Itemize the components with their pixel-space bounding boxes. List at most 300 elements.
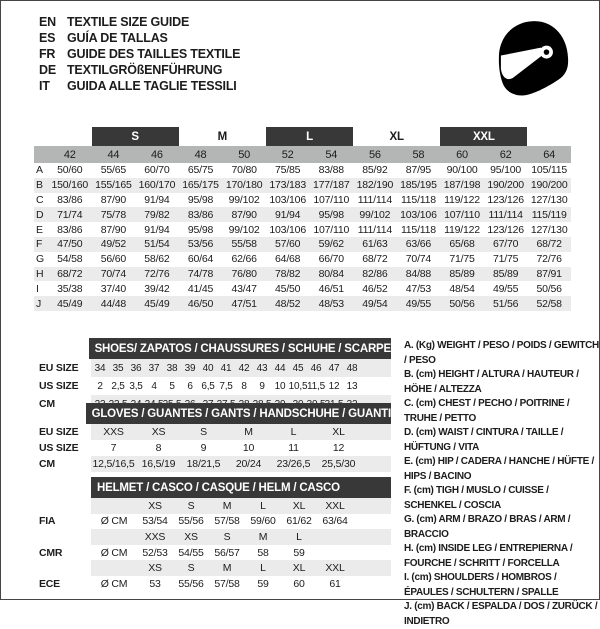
helmet-table-title: HELMET / CASCO / CASQUE / HELM / CASCO <box>91 477 391 498</box>
lang-code: EN <box>39 15 56 29</box>
size-value: 48/52 <box>275 297 301 310</box>
size-value: 75/78 <box>100 208 126 221</box>
size-value: 83/86 <box>57 193 83 206</box>
row-label: G <box>36 253 44 266</box>
size-value: 60/70 <box>144 164 170 177</box>
size-band-m: M <box>217 130 228 143</box>
lang-code: ES <box>39 31 56 45</box>
value: 46 <box>310 362 322 374</box>
value: 54/55 <box>178 546 204 559</box>
legend-item: J. (cm) BACK / ESPALDA / DOS / ZURÜCK / INDIETRO <box>404 601 598 627</box>
cells <box>91 529 391 545</box>
column-header-54: 54 <box>325 148 338 161</box>
size-value: 85/89 <box>492 267 519 280</box>
size-value: 107/110 <box>313 193 350 206</box>
size-value: 119/122 <box>444 193 480 206</box>
size-label: S <box>187 499 195 512</box>
size-value: 70/80 <box>231 164 257 177</box>
column-header-50: 50 <box>238 148 251 161</box>
helmet-values-row-fia <box>39 514 391 530</box>
size-value: 45/49 <box>57 297 83 310</box>
size-value: 62/66 <box>231 253 257 266</box>
size-band-xxl: XXL <box>440 127 527 146</box>
cells <box>91 359 391 377</box>
gloves-table-row-cm <box>39 456 391 472</box>
size-label: XS <box>184 530 198 543</box>
value: 25,5/30 <box>321 458 356 470</box>
size-value: 91/94 <box>144 223 170 236</box>
size-row-d <box>34 207 571 222</box>
row-label: CM <box>39 398 55 410</box>
size-value: 47/51 <box>231 297 257 310</box>
label-spacer <box>39 477 91 498</box>
cells <box>91 424 391 440</box>
size-value: 63/66 <box>405 238 432 251</box>
helmet-sizes-row-cmr <box>39 529 391 545</box>
size-label: M <box>222 499 232 512</box>
legend-item: A. (Kg) WEIGHT / PESO / POIDS / GEWITCH / PESO <box>404 340 599 366</box>
lang-code: FR <box>39 47 56 61</box>
size-value: 76/80 <box>231 267 257 280</box>
value: 38 <box>166 362 178 374</box>
column-header-58: 58 <box>412 148 425 161</box>
value: 8 <box>155 442 162 454</box>
size-label: XS <box>148 499 162 512</box>
size-value: 105/115 <box>531 164 568 177</box>
size-value: 45/50 <box>275 282 301 295</box>
size-value: 68/72 <box>362 253 388 266</box>
size-value: 80/84 <box>318 267 344 280</box>
row-label: E <box>36 223 43 236</box>
size-value: 95/98 <box>187 193 214 206</box>
column-header-44: 44 <box>107 148 120 161</box>
size-value: 123/126 <box>487 223 524 236</box>
size-value: 49/55 <box>492 282 519 295</box>
lang-title: GUIDE DES TAILLES TEXTILE <box>67 47 241 61</box>
lang-code: DE <box>39 63 56 77</box>
legend-item: F. (cm) TIGH / MUSLO / CUISSE / SCHENKEL / COSCIA <box>404 485 549 511</box>
size-label: L <box>260 562 266 575</box>
size-value: 90/100 <box>446 164 478 177</box>
row-label: CM <box>39 458 55 470</box>
value: 39 <box>184 362 196 374</box>
legend-item: C. (cm) CHEST / PECHO / POITRINE / TRUHE / PETTO <box>404 398 570 424</box>
main-size-table <box>34 127 571 311</box>
value: 58 <box>257 546 269 559</box>
size-value: 64/68 <box>275 253 301 266</box>
row-label: I <box>36 282 39 295</box>
helmet-sizes-row-fia <box>39 498 391 514</box>
shoes-table-title-row <box>39 338 391 359</box>
size-value: 177/187 <box>313 179 350 192</box>
size-value: 127/130 <box>530 223 568 236</box>
size-value: 59/62 <box>318 238 344 251</box>
size-value: 123/126 <box>487 193 524 206</box>
size-value: 68/72 <box>57 267 83 280</box>
value: XXS <box>103 426 124 438</box>
helmet-table-title-row <box>39 477 391 498</box>
measurement-legend <box>404 339 600 629</box>
size-value: 54/58 <box>57 253 83 266</box>
lang-title: GUIDA ALLE TAGLIE TESSILI <box>67 79 237 93</box>
gloves-table-row-us-size <box>39 440 391 456</box>
label-spacer <box>39 498 91 514</box>
size-row-h <box>34 267 571 282</box>
row-label: US SIZE <box>39 442 79 454</box>
value: 61 <box>329 577 341 590</box>
size-value: 127/130 <box>530 193 568 206</box>
value: 5 <box>169 380 175 392</box>
value: 20/24 <box>235 458 262 470</box>
value: 53/54 <box>142 515 168 528</box>
value: 45 <box>292 362 304 374</box>
size-value: 55/58 <box>231 238 257 251</box>
value: XS <box>151 426 166 438</box>
cells <box>91 498 391 514</box>
size-value: 82/86 <box>362 267 388 280</box>
size-value: 155/165 <box>95 179 132 192</box>
value: 6 <box>187 380 193 392</box>
size-value: 85/89 <box>449 267 475 280</box>
size-value: 99/102 <box>359 208 391 221</box>
size-value: 49/55 <box>405 297 432 310</box>
shoes-table-row-eu-size <box>39 359 391 377</box>
size-value: 60/64 <box>187 253 214 266</box>
size-value: 72/76 <box>536 253 562 266</box>
size-value: 78/82 <box>275 267 301 280</box>
value: 7,5 <box>219 380 233 392</box>
lang-line-de <box>39 62 240 78</box>
lang-line-es <box>39 30 240 46</box>
size-value: 47/50 <box>57 238 83 251</box>
size-label: L <box>296 530 302 543</box>
size-value: 115/119 <box>531 208 567 221</box>
column-header-52: 52 <box>281 148 294 161</box>
size-value: 50/60 <box>57 164 83 177</box>
size-value: 87/90 <box>100 193 126 206</box>
size-value: 65/68 <box>449 238 475 251</box>
label-spacer <box>39 403 86 424</box>
value: 60 <box>293 577 305 590</box>
row-label-spacer <box>34 146 48 163</box>
size-label: XXS <box>144 530 166 543</box>
size-label: L <box>260 499 266 512</box>
size-value: 84/88 <box>405 267 432 280</box>
size-value: 51/54 <box>144 238 170 251</box>
size-value: 111/114 <box>488 208 523 221</box>
value: 52/53 <box>142 546 168 559</box>
size-value: 61/63 <box>362 238 388 251</box>
size-value: 91/94 <box>144 193 170 206</box>
size-value: 91/94 <box>275 208 301 221</box>
shoes-table-title: SHOES/ ZAPATOS / CHAUSSURES / SCHUHE / SCARPE <box>89 338 391 359</box>
size-value: 83/86 <box>187 208 214 221</box>
value: 11 <box>288 442 299 454</box>
size-value: 83/88 <box>318 164 344 177</box>
gloves-table-title: GLOVES / GUANTES / GANTS / HANDSCHUHE / GUANTI <box>86 403 391 424</box>
value: 40 <box>202 362 214 374</box>
size-value: 190/200 <box>530 179 568 192</box>
size-value: 87/91 <box>536 267 562 280</box>
legend-item: H. (cm) INSIDE LEG / ENTREPIERNA / FOURCHE / SCHRITT / FORCELLA <box>404 543 573 569</box>
value: 4 <box>151 380 157 392</box>
size-value: 83/86 <box>57 223 83 236</box>
legend-item: B. (cm) HEIGHT / ALTURA / HAUTEUR / HÖHE / ALTEZZA <box>404 369 579 395</box>
value: 63/64 <box>322 515 348 528</box>
size-row-f <box>34 237 571 252</box>
value: 9 <box>200 442 207 454</box>
lang-code: IT <box>39 79 50 93</box>
size-label: M <box>258 530 268 543</box>
cells <box>91 440 391 456</box>
size-value: 70/74 <box>100 267 126 280</box>
unit-spacer <box>91 529 137 545</box>
value: 23/26,5 <box>276 458 311 470</box>
size-row-g <box>34 252 571 267</box>
gloves-table-title-row <box>39 403 391 424</box>
size-value: 71/75 <box>449 253 475 266</box>
language-header <box>39 14 240 94</box>
size-value: 160/170 <box>138 179 176 192</box>
size-value: 107/110 <box>444 208 480 221</box>
size-value: 85/92 <box>362 164 388 177</box>
cells <box>91 377 391 395</box>
column-header-46: 46 <box>151 148 163 161</box>
row-label: EU SIZE <box>39 362 79 374</box>
shoes-table-row-us-size <box>39 377 391 395</box>
legend-item: E. (cm) HIP / CADERA / HANCHE / HÜFTE / HIPS / BACINO <box>404 456 594 482</box>
value: S <box>200 426 207 438</box>
diameter-unit: Ø CM <box>100 577 128 590</box>
value: 36 <box>130 362 142 374</box>
row-label: J <box>36 297 42 310</box>
size-value: 119/122 <box>444 223 480 236</box>
value: 12 <box>332 442 345 454</box>
label-spacer <box>39 529 91 545</box>
value: 55/56 <box>178 577 204 590</box>
value: 55/56 <box>178 515 204 528</box>
size-value: 115/118 <box>400 193 436 206</box>
legend-item: I. (cm) SHOULDERS / HOMBROS / ÉPAULES / SCHULTERN / SPALLE <box>404 572 559 598</box>
helmet-values-row-ece <box>39 576 391 592</box>
column-header-60: 60 <box>456 148 468 161</box>
size-value: 49/54 <box>362 297 388 310</box>
gloves-table-row-eu-size <box>39 424 391 440</box>
value: 10 <box>242 442 255 454</box>
size-value: 87/95 <box>405 164 432 177</box>
size-value: 52/58 <box>536 297 562 310</box>
helmet-sizes-row-ece <box>39 560 391 576</box>
value: XL <box>332 426 345 438</box>
size-value: 56/60 <box>100 253 126 266</box>
standard-label: CMR <box>39 546 63 559</box>
size-value: 46/51 <box>318 282 344 295</box>
value: 10,5 <box>288 380 308 392</box>
row-label: A <box>36 164 43 177</box>
size-value: 53/56 <box>187 238 214 251</box>
value: 37 <box>148 362 160 374</box>
value: 9 <box>259 380 265 392</box>
size-value: 43/47 <box>231 282 257 295</box>
label-spacer <box>39 560 91 576</box>
size-value: 150/160 <box>51 179 89 192</box>
size-value: 67/70 <box>492 238 519 251</box>
row-label: EU SIZE <box>39 426 79 438</box>
size-label: XL <box>292 562 306 575</box>
size-value: 37/40 <box>100 282 126 295</box>
value: 44 <box>274 362 286 374</box>
size-label: XXL <box>325 499 345 512</box>
unit-spacer <box>91 498 137 514</box>
value: 6,5 <box>201 380 215 392</box>
row-label: H <box>36 267 44 280</box>
size-value: 187/198 <box>443 179 481 192</box>
size-number-header-row <box>34 146 571 163</box>
value: 13 <box>346 380 358 392</box>
column-header-56: 56 <box>368 148 381 161</box>
size-value: 185/195 <box>400 179 437 192</box>
size-value: 66/70 <box>318 253 344 266</box>
value: 8 <box>241 380 247 392</box>
row-label: D <box>36 208 44 221</box>
size-value: 99/102 <box>228 193 260 206</box>
value: 56/57 <box>214 546 240 559</box>
size-value: 68/72 <box>536 238 562 251</box>
value: 59 <box>257 577 269 590</box>
value: 34 <box>94 362 106 374</box>
size-value: 99/102 <box>228 223 260 236</box>
value: 12,5/16,5 <box>92 458 135 470</box>
size-row-a <box>34 163 571 178</box>
size-value: 70/74 <box>405 253 432 266</box>
size-row-j <box>34 296 571 311</box>
size-value: 57/60 <box>275 238 301 251</box>
cells <box>91 560 391 576</box>
value: 16,5/19 <box>141 458 176 470</box>
size-value: 87/90 <box>100 223 126 236</box>
column-header-62: 62 <box>499 148 512 161</box>
size-value: 115/118 <box>400 223 436 236</box>
size-row-b <box>34 178 571 193</box>
size-label: M <box>222 562 232 575</box>
value: 10 <box>274 380 286 392</box>
size-label: XL <box>292 499 306 512</box>
size-value: 41/45 <box>187 282 214 295</box>
size-row-c <box>34 193 571 208</box>
size-value: 103/106 <box>400 208 437 221</box>
size-value: 95/98 <box>187 223 214 236</box>
size-value: 107/110 <box>313 223 350 236</box>
size-value: 95/100 <box>490 164 522 177</box>
standard-label: ECE <box>39 577 60 590</box>
size-value: 103/106 <box>269 223 306 236</box>
row-label: US SIZE <box>39 380 79 392</box>
size-value: 165/175 <box>182 179 219 192</box>
size-value: 50/56 <box>536 282 562 295</box>
size-band-xl: XL <box>389 130 404 143</box>
size-value: 46/50 <box>187 297 214 310</box>
size-value: 170/180 <box>225 179 263 192</box>
size-value: 39/42 <box>144 282 170 295</box>
value: 48 <box>346 362 358 374</box>
lang-line-fr <box>39 46 240 62</box>
cells <box>91 514 391 530</box>
measurement-rows <box>34 163 571 311</box>
value: 2,5 <box>111 380 125 392</box>
unit-spacer <box>91 560 137 576</box>
diameter-unit: Ø CM <box>100 515 128 528</box>
helmet-table <box>39 477 391 592</box>
value: 2 <box>97 380 103 392</box>
racing-helmet-icon <box>488 13 574 105</box>
size-label: XS <box>148 562 162 575</box>
value: 59 <box>293 546 305 559</box>
column-header-42: 42 <box>63 148 76 161</box>
column-header-64: 64 <box>543 148 556 161</box>
size-value: 111/114 <box>357 193 392 206</box>
size-value: 74/78 <box>187 267 214 280</box>
size-label: XXL <box>325 562 345 575</box>
value: 43 <box>256 362 268 374</box>
legend-item: D. (cm) WAIST / CINTURA / TAILLE / HÜFTUNG / VITA <box>404 427 564 453</box>
size-value: 72/76 <box>144 267 170 280</box>
standard-label: FIA <box>39 515 56 528</box>
value: 11,5 <box>307 380 325 392</box>
size-value: 71/75 <box>492 253 519 266</box>
size-value: 47/53 <box>405 282 432 295</box>
size-value: 173/183 <box>269 179 306 192</box>
size-value: 45/49 <box>144 297 170 310</box>
value: 35 <box>112 362 124 374</box>
value: 57/58 <box>214 577 240 590</box>
size-value: 50/56 <box>449 297 475 310</box>
value: 59/60 <box>250 515 276 528</box>
size-value: 58/62 <box>144 253 170 266</box>
value: 41 <box>220 362 232 374</box>
column-header-48: 48 <box>194 148 207 161</box>
size-value: 48/54 <box>449 282 475 295</box>
gloves-table <box>39 403 391 472</box>
value: M <box>244 426 253 438</box>
size-value: 44/48 <box>100 297 126 310</box>
value: 42 <box>238 362 250 374</box>
size-label: S <box>187 562 195 575</box>
cells <box>91 456 391 472</box>
lang-title: GUÍA DE TALLAS <box>67 31 168 45</box>
lang-line-it <box>39 78 240 94</box>
size-value: 190/200 <box>487 179 524 192</box>
size-value: 87/90 <box>231 208 257 221</box>
helmet-values-row-cmr <box>39 545 391 561</box>
size-value: 103/106 <box>269 193 306 206</box>
size-value: 48/53 <box>318 297 344 310</box>
lang-title: TEXTILE SIZE GUIDE <box>67 15 190 29</box>
label-spacer <box>39 338 89 359</box>
value: 57/58 <box>214 515 240 528</box>
size-band-row <box>34 127 571 146</box>
size-value: 111/114 <box>357 223 392 236</box>
lang-line-en <box>39 14 240 30</box>
size-value: 71/74 <box>57 208 83 221</box>
value: 3,5 <box>129 380 143 392</box>
size-value: 75/85 <box>275 164 301 177</box>
size-band-s: S <box>92 127 179 146</box>
size-value: 46/52 <box>362 282 388 295</box>
diameter-unit: Ø CM <box>100 546 128 559</box>
size-value: 35/38 <box>57 282 83 295</box>
size-value: 182/190 <box>356 179 394 192</box>
size-band-l: L <box>266 127 353 146</box>
